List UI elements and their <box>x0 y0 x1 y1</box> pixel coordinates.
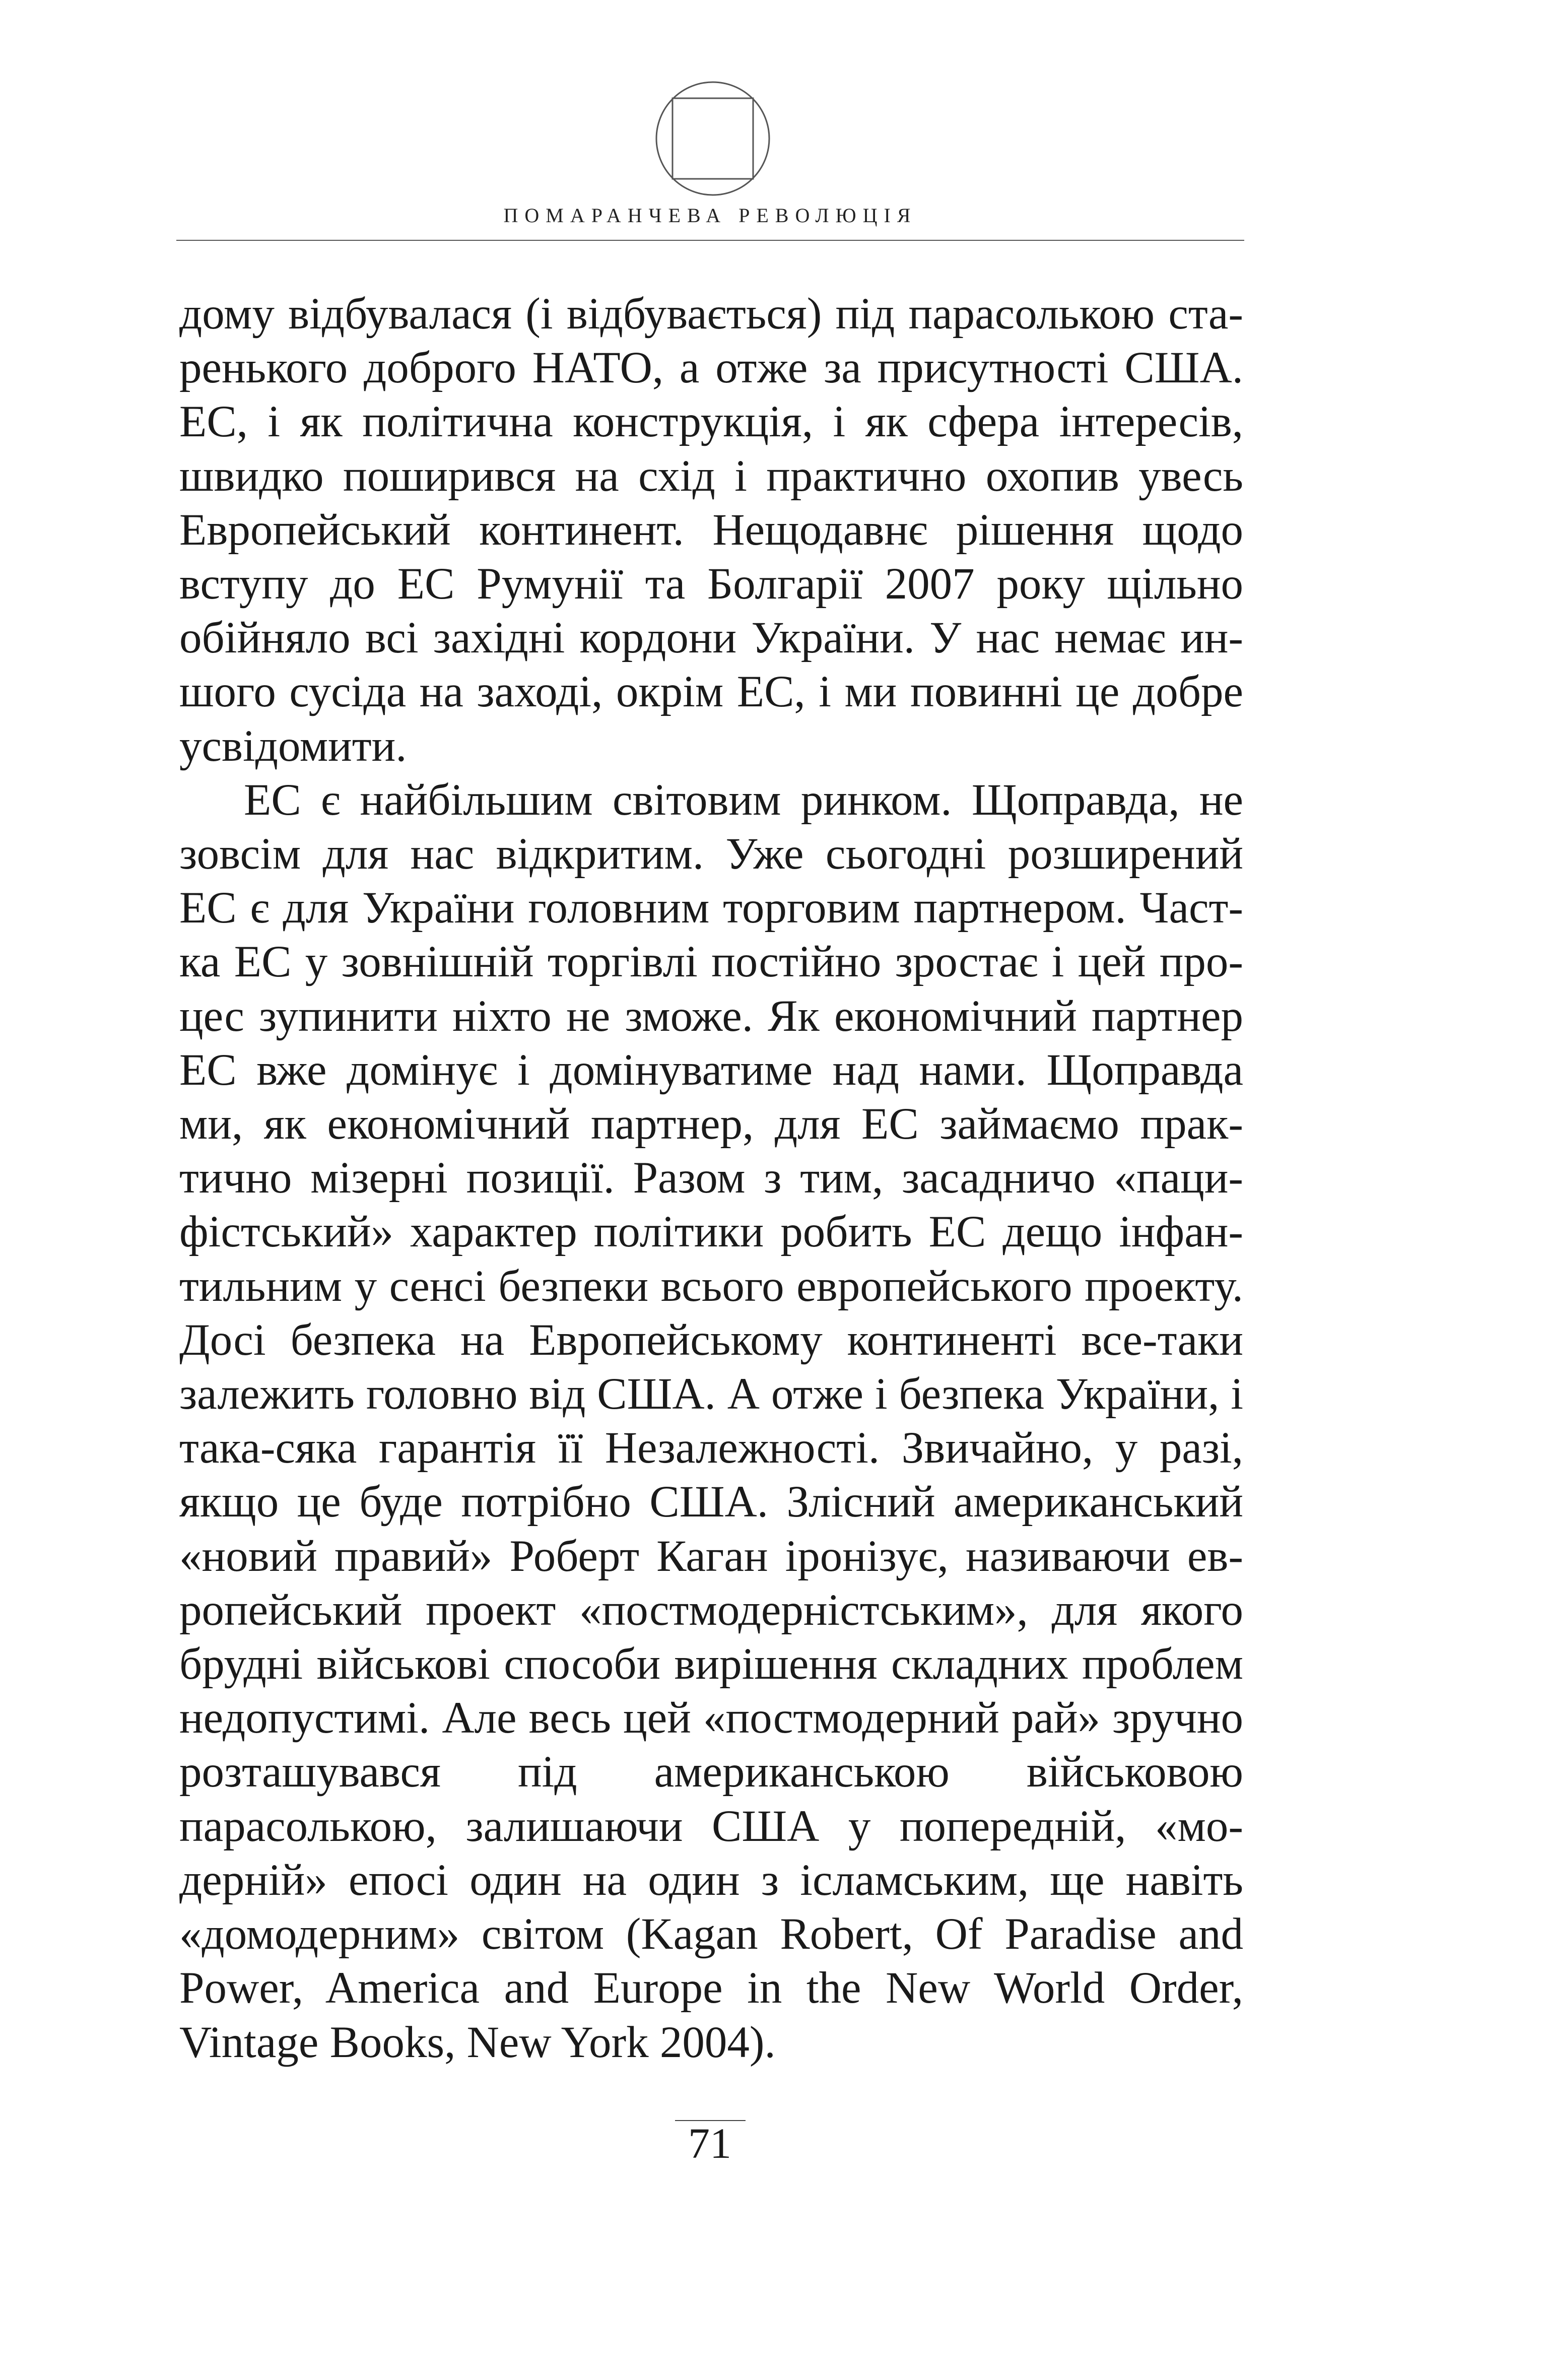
paragraph-2: ЕС є найбільшим світовим ринком. Щоправда, не зовсім для нас відкритим. Уже сьогодні розширений ЕС є для України головним торговим партнером. Частка ЕС у зовнішній торгівлі постійно зростає і цей процес зупинити ніхто не зможе. Як економічний партнер ЕС вже домінує і домінуватиме над нами. Щоправда ми, як економічний партнер, для ЕС займаємо практично мізерні позиції. Разом з тим, засадничо «пацифістський» характер політики робить ЕС дещо інфантильним у сенсі безпеки всього европейського проекту. Досі безпека на Европейському континенті все-таки залежить головно від США. А отже і безпека України, і така-сяка гарантія її Незалежності. Звичайно, у разі, якщо це буде потрібно США. Злісний американський «новий правий» Роберт Каган іронізує, називаючи европейський проект «постмодерністським», для якого брудні військові способи вирішення складних проблем недопустимі. Але весь цей «постмодерний рай» зручно розташувався під американською військовою парасолькою, залишаючи США у попередній, «модерній» епосі один на один з ісламським, ще навіть «домодерним» світом (Kagan Robert, Of Paradise and Power, America and Europe in the New World Order, Vintage Books, New York 2004). <box>179 775 1243 2067</box>
body-text <box>179 287 1243 2070</box>
paragraph-1: дому відбувалася (і відбувається) під парасолькою старенького доброго НАТО, а отже за присутності США. ЕС, і як політична конструкція, і як сфера інтересів, швидко поширився на схід і практично охопив увесь Европейський континент. Нещодавнє рішення щодо вступу до ЕС Румунії та Болгарії 2007 року щільно обійняло всі західні кордони України. У нас немає иншого сусіда на заході, окрім ЕС, і ми повинні це добре усвідомити. <box>179 289 1243 771</box>
page-number: 71 <box>688 2119 731 2167</box>
circle-square-emblem-icon <box>650 76 776 202</box>
running-head: ПОМАРАНЧЕВА РЕВОЛЮЦІЯ <box>503 204 917 227</box>
header-divider <box>176 240 1244 241</box>
